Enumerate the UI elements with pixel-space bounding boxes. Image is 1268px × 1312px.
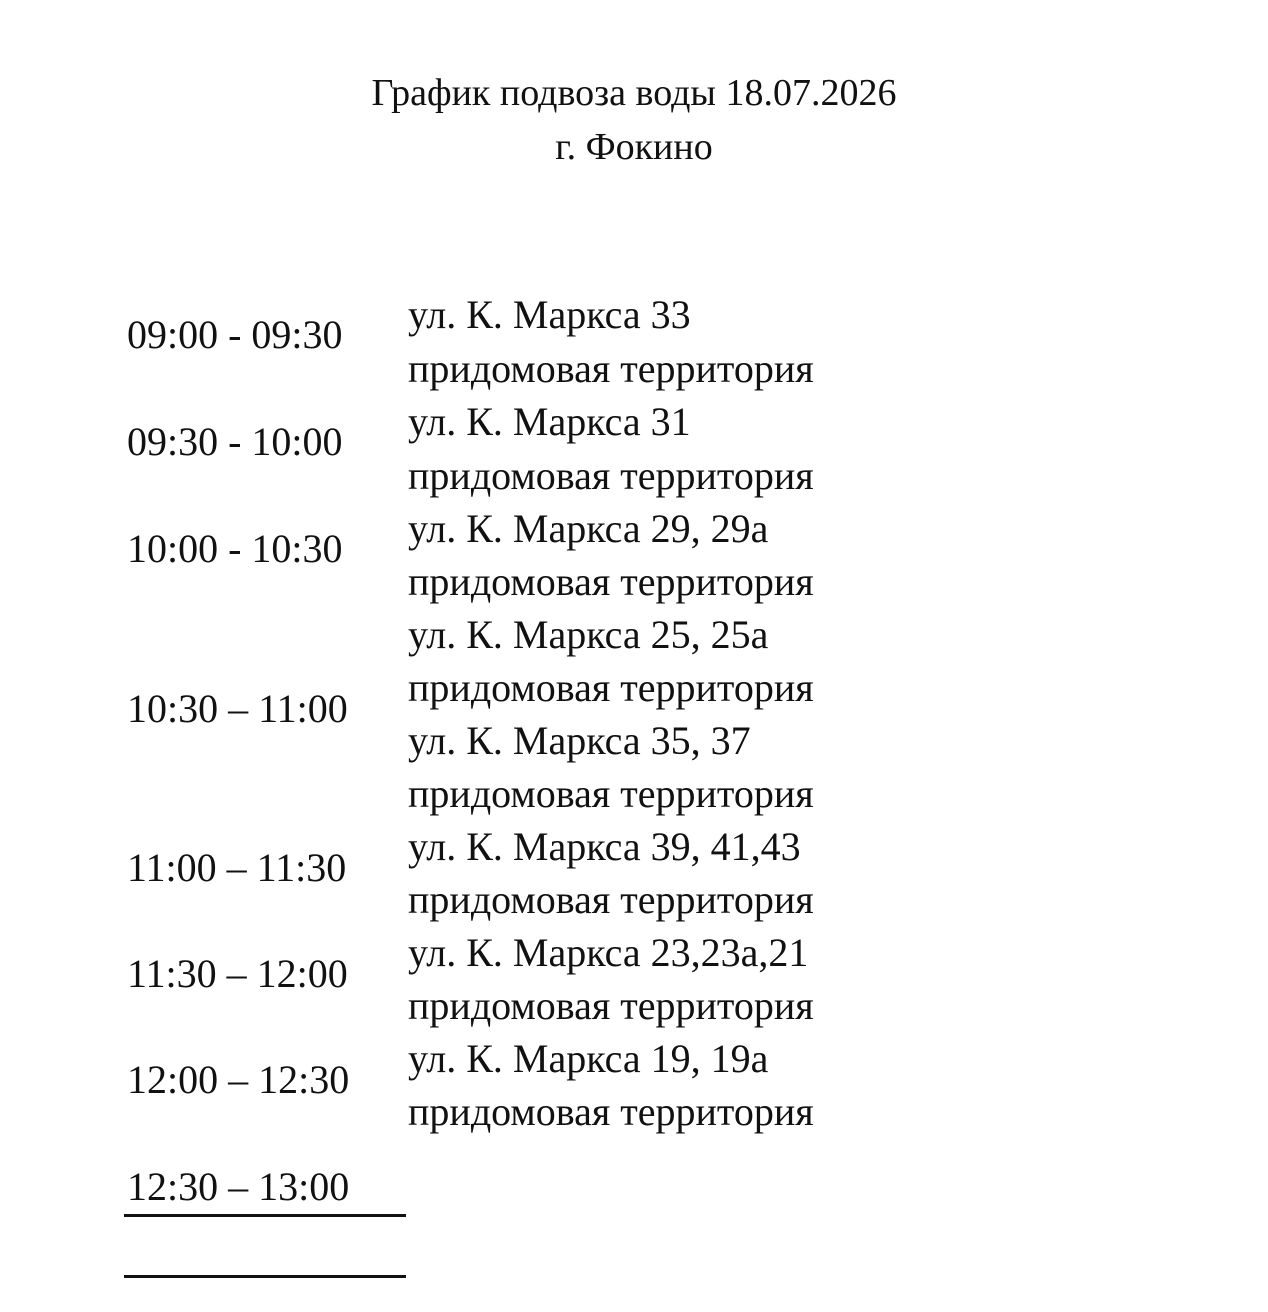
time-slot: 12:00 – 12:30 bbox=[127, 1057, 350, 1102]
address-note: придомовая территория bbox=[408, 771, 814, 816]
title-line-2: г. Фокино bbox=[555, 126, 713, 168]
time-slot: 12:30 – 13:00 bbox=[127, 1164, 350, 1209]
address-note: придомовая территория bbox=[408, 453, 814, 498]
time-slot: 10:00 - 10:30 bbox=[127, 526, 343, 571]
address-line: ул. К. Маркса 29, 29а bbox=[408, 506, 769, 551]
address-line: ул. К. Маркса 35, 37 bbox=[408, 718, 751, 763]
time-slot: 11:00 – 11:30 bbox=[127, 845, 347, 890]
address-note: придомовая территория bbox=[408, 559, 814, 604]
document-title bbox=[0, 66, 1268, 174]
underline-rule bbox=[124, 1214, 406, 1217]
blank-rule bbox=[124, 1275, 406, 1278]
address-line: ул. К. Маркса 31 bbox=[408, 399, 691, 444]
time-slot: 10:30 – 11:00 bbox=[127, 686, 348, 731]
time-slot: 11:30 – 12:00 bbox=[127, 951, 348, 996]
title-line-1: График подвоза воды 18.07.2026 bbox=[371, 72, 897, 114]
address-line: ул. К. Маркса 33 bbox=[408, 292, 691, 337]
address-note: придомовая территория bbox=[408, 1089, 814, 1134]
time-slot: 09:30 - 10:00 bbox=[127, 419, 343, 464]
address-line: ул. К. Маркса 23,23а,21 bbox=[408, 930, 809, 975]
address-line: ул. К. Маркса 39, 41,43 bbox=[408, 824, 801, 869]
address-line: ул. К. Маркса 19, 19а bbox=[408, 1036, 769, 1081]
address-note: придомовая территория bbox=[408, 346, 814, 391]
address-note: придомовая территория bbox=[408, 877, 814, 922]
address-note: придомовая территория bbox=[408, 983, 814, 1028]
time-slot: 09:00 - 09:30 bbox=[127, 312, 343, 357]
address-note: придомовая территория bbox=[408, 665, 814, 710]
address-line: ул. К. Маркса 25, 25а bbox=[408, 612, 769, 657]
